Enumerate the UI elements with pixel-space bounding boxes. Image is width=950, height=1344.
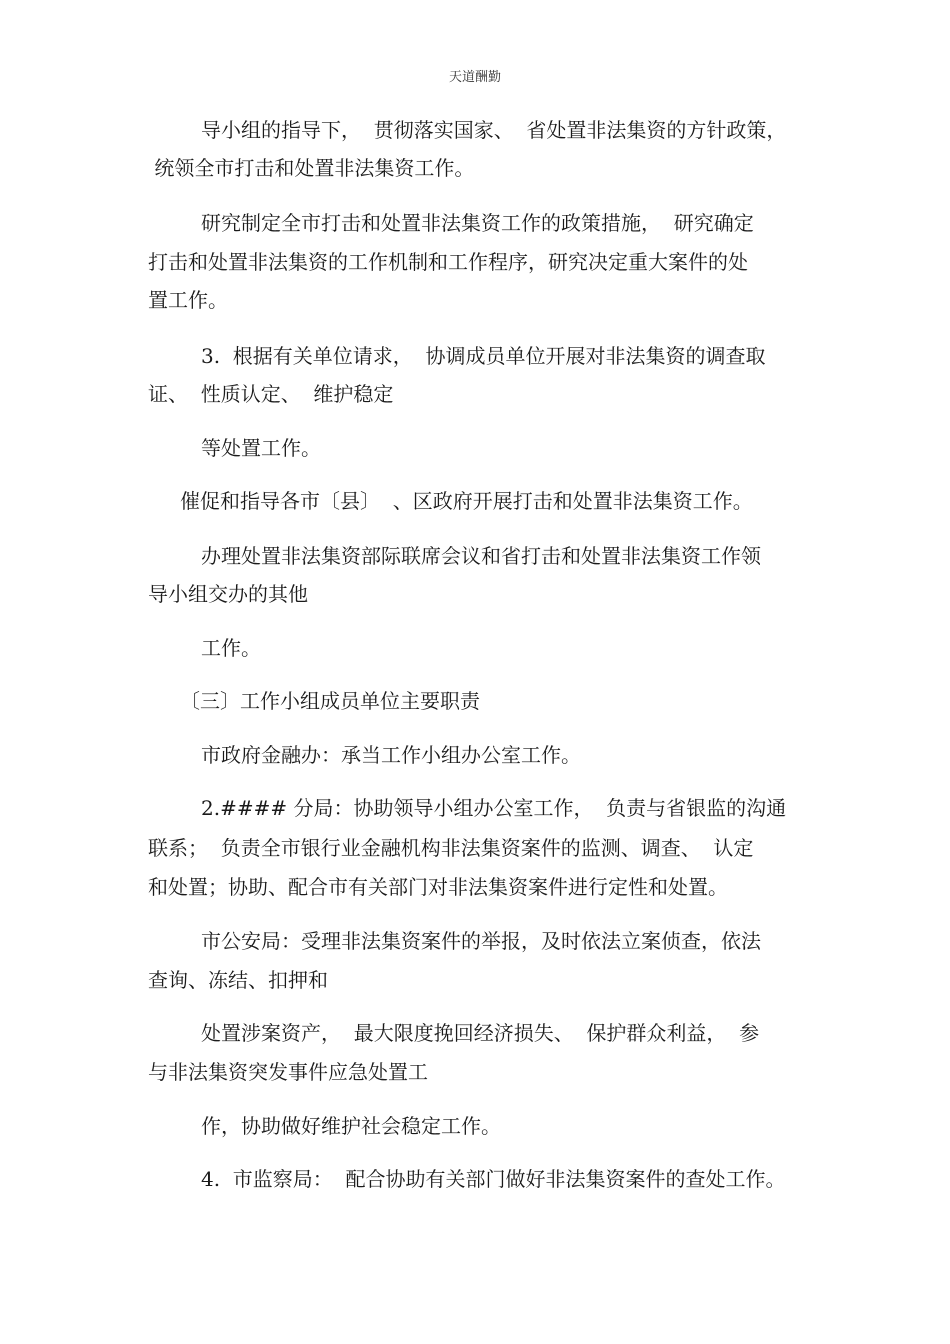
text-line: 2.#### 分局：协助领导小组办公室工作， 负责与省银监的沟通 bbox=[201, 796, 787, 820]
section-heading: 〔三〕工作小组成员单位主要职责 bbox=[180, 689, 480, 713]
text-line: 打击和处置非法集资的工作机制和工作程序，研究决定重大案件的处 bbox=[148, 250, 748, 274]
text-line: 联系； 负责全市银行业金融机构非法集资案件的监测、调查、 认定 bbox=[148, 836, 754, 860]
text-line: 置工作。 bbox=[148, 288, 228, 312]
text-line: 研究制定全市打击和处置非法集资工作的政策措施， 研究确定 bbox=[201, 211, 754, 235]
text-line: 统领全市打击和处置非法集资工作。 bbox=[148, 156, 475, 180]
page-header: 天道酬勤 bbox=[448, 70, 501, 85]
text-line: 和处置；协助、配合市有关部门对非法集资案件进行定性和处置。 bbox=[148, 875, 728, 899]
text-line: 与非法集资突发事件应急处置工 bbox=[148, 1060, 428, 1084]
text-line: 市政府金融办：承当工作小组办公室工作。 bbox=[201, 743, 581, 767]
text-line: 3. 根据有关单位请求， 协调成员单位开展对非法集资的调查取 bbox=[201, 344, 766, 368]
text-line: 办理处置非法集资部际联席会议和省打击和处置非法集资工作领 bbox=[201, 544, 761, 568]
text-line: 查询、冻结、扣押和 bbox=[148, 968, 328, 992]
text-line: 处置涉案资产， 最大限度挽回经济损失、 保护群众利益， 参 bbox=[201, 1021, 760, 1045]
text-line: 工作。 bbox=[201, 636, 261, 660]
text-line: 催促和指导各市〔县〕 、区政府开展打击和处置非法集资工作。 bbox=[180, 489, 753, 513]
text-line: 作，协助做好维护社会稳定工作。 bbox=[201, 1114, 501, 1138]
text-line: 市公安局：受理非法集资案件的举报，及时依法立案侦查，依法 bbox=[201, 929, 761, 953]
text-line: 4. 市监察局： 配合协助有关部门做好非法集资案件的查处工作。 bbox=[201, 1167, 786, 1191]
text-line: 导小组的指导下， 贯彻落实国家、 省处置非法集资的方针政策， bbox=[201, 118, 787, 142]
text-line: 证、 性质认定、 维护稳定 bbox=[148, 382, 394, 406]
text-line: 等处置工作。 bbox=[201, 436, 321, 460]
text-line: 导小组交办的其他 bbox=[148, 582, 308, 606]
